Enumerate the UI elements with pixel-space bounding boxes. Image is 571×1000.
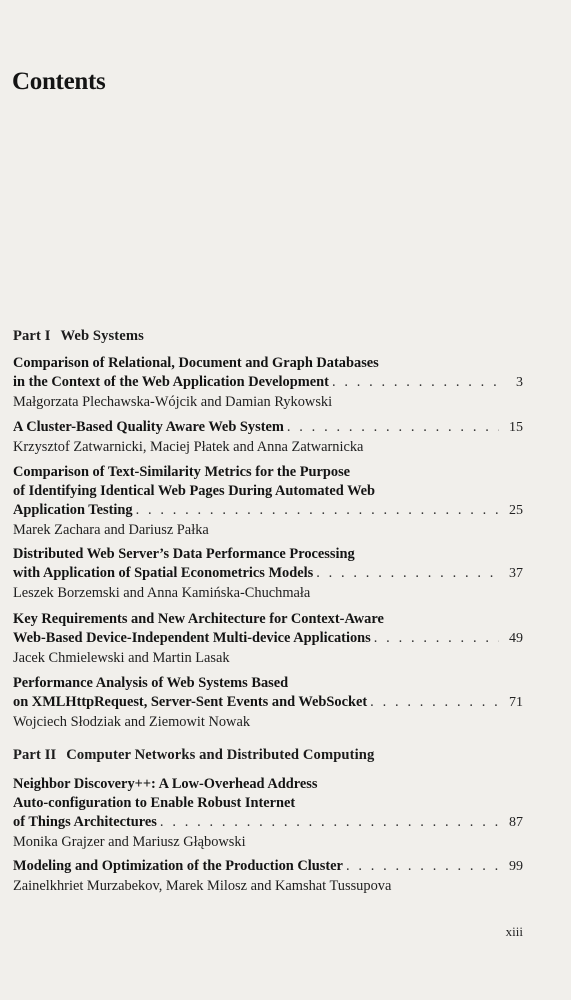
entry-authors: Marek Zachara and Dariusz Pałka <box>13 522 209 538</box>
entry-title-line: with Application of Spatial Econometrics Models <box>13 565 314 581</box>
entry-title-line: of Things Architectures <box>13 814 157 830</box>
page-number: 71 <box>509 695 523 710</box>
part-heading-2 <box>13 747 374 764</box>
toc-entry[interactable] <box>13 674 523 731</box>
entry-authors: Wojciech Słodziak and Ziemowit Nowak <box>13 714 251 730</box>
part-heading-1 <box>13 328 144 345</box>
entry-title-last-line <box>13 501 523 520</box>
entry-title-line: A Cluster-Based Quality Aware Web System <box>13 419 284 435</box>
page-number: 99 <box>509 859 523 874</box>
entry-title-line: Auto-configuration to Enable Robust Internet <box>13 795 296 811</box>
toc-entry[interactable] <box>13 857 523 895</box>
page-number: 87 <box>509 815 523 830</box>
entry-title-last-line <box>13 813 523 832</box>
page-number: 25 <box>509 503 523 518</box>
toc-entry[interactable] <box>13 545 523 602</box>
part-number: Part II <box>13 747 57 763</box>
part-number: Part I <box>13 328 51 344</box>
entry-title-line: of Identifying Identical Web Pages During Automated Web <box>13 483 376 499</box>
dot-leader <box>370 693 499 712</box>
toc-entry[interactable] <box>13 418 523 456</box>
entry-title-line: in the Context of the Web Application Development <box>13 374 329 390</box>
entry-title-last-line <box>13 564 523 583</box>
entry-title-line: Modeling and Optimization of the Production Cluster <box>13 858 343 874</box>
dot-leader <box>346 857 499 876</box>
toc-entry[interactable] <box>13 775 523 851</box>
page-number: 15 <box>509 420 523 435</box>
entry-title-last-line <box>13 373 523 392</box>
entry-title-last-line <box>13 693 523 712</box>
entry-authors: Monika Grajzer and Mariusz Głąbowski <box>13 834 246 850</box>
entry-title-line: Neighbor Discovery++: A Low-Overhead Address <box>13 776 318 792</box>
entry-title-line: Comparison of Relational, Document and Graph Databases <box>13 355 379 371</box>
entry-title-last-line <box>13 629 523 648</box>
dot-leader <box>332 373 499 392</box>
entry-title-line: Application Testing <box>13 502 133 518</box>
entry-authors: Krzysztof Zatwarnicki, Maciej Płatek and Anna Zatwarnicka <box>13 439 364 455</box>
entry-title-line: Distributed Web Server’s Data Performance Processing <box>13 546 355 562</box>
part-title: Web Systems <box>60 328 144 344</box>
entry-title-last-line <box>13 418 523 437</box>
dot-leader <box>287 418 499 437</box>
entry-authors: Zainelkhriet Murzabekov, Marek Milosz and Kamshat Tussupova <box>13 878 392 894</box>
toc-entry[interactable] <box>13 354 523 411</box>
page-folio: xiii <box>505 924 523 939</box>
entry-authors: Leszek Borzemski and Anna Kamińska-Chuchmała <box>13 585 311 601</box>
part-title: Computer Networks and Distributed Computing <box>66 747 375 763</box>
entry-title-line: Web-Based Device-Independent Multi-device Applications <box>13 630 371 646</box>
entry-title-last-line <box>13 857 523 876</box>
toc-entry[interactable] <box>13 463 523 539</box>
entry-title-line: Performance Analysis of Web Systems Based <box>13 675 289 691</box>
entry-title-line: Comparison of Text-Similarity Metrics for the Purpose <box>13 464 351 480</box>
dot-leader <box>316 564 499 583</box>
dot-leader <box>136 501 499 520</box>
dot-leader <box>160 813 499 832</box>
entry-authors: Jacek Chmielewski and Martin Lasak <box>13 650 230 666</box>
entry-authors: Małgorzata Plechawska-Wójcik and Damian Rykowski <box>13 394 333 410</box>
page-number: 49 <box>509 631 523 646</box>
toc-entry[interactable] <box>13 610 523 667</box>
dot-leader <box>374 629 499 648</box>
page-number: 37 <box>509 566 523 581</box>
entry-title-line: Key Requirements and New Architecture for Context-Aware <box>13 611 384 627</box>
contents-heading: Contents <box>12 68 106 95</box>
page-number: 3 <box>516 375 523 390</box>
entry-title-line: on XMLHttpRequest, Server-Sent Events and WebSocket <box>13 694 368 710</box>
